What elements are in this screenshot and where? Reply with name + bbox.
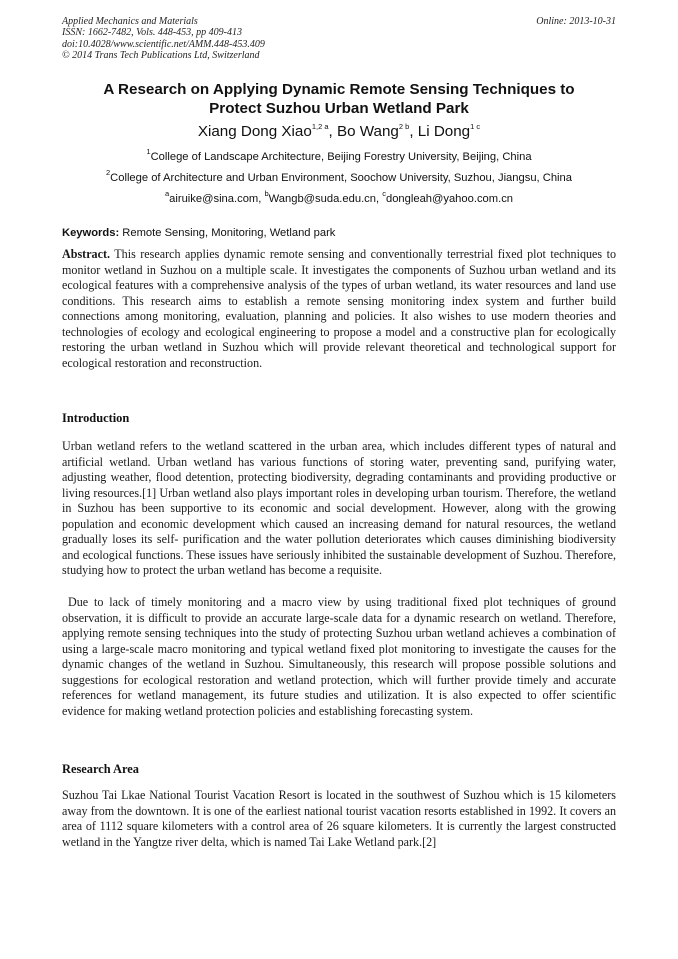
affiliation-text: College of Landscape Architecture, Beijing Forestry University, Beijing, China [150, 151, 532, 163]
affiliation-mark: 2 [105, 168, 111, 178]
keywords [62, 226, 616, 240]
email-link[interactable]: dongleah@yahoo.com.cn [385, 193, 514, 205]
journal-name: Applied Mechanics and Materials [62, 16, 198, 27]
email-link[interactable]: airuike@sina.com [169, 193, 259, 205]
title-line-2: Protect Suzhou Urban Wetland Park [209, 99, 469, 117]
online-date: Online: 2013-10-31 [536, 16, 616, 27]
author-separator: , [328, 123, 337, 140]
affiliation-mark: 1 [146, 147, 151, 157]
email-separator: , [376, 193, 383, 205]
email-separator: , [258, 193, 265, 205]
section-heading-research-area: Research Area [62, 762, 139, 776]
research-area-paragraph-1: Suzhou Tai Lkae National Tourist Vacation Resort is located in the southwest of Suzhou which is 15 kilometers away from the downtown. It is one of the earliest national tourist vacation resorts established in 1992. It covers an area of 1112 square kilometers with a control area of 26 square kilometers. It is currently the largest constructed wetland in the Yangtze river delta, which is named Tai Lake Wetland park.[2] [62, 788, 616, 849]
author-list [62, 123, 616, 141]
title-line-1: A Research on Applying Dynamic Remote Sensing Techniques to [103, 81, 575, 98]
author-affiliation-mark: 1,2 a [311, 121, 329, 131]
introduction-paragraph-2: Due to lack of timely monitoring and a macro view by using traditional fixed plot techniques of ground observation, it is difficult to provide an accurate large-scale data for a dynamic research on wetland. Therefore, applying remote sensing techniques into the study of protecting Suzhou urban wetland achieves a combination of using a large-scale macro monitoring and typical wetland fixed plot monitoring to investigate the causes for the dynamic changes of the wetland in Suzhou. Simultaneously, this research will propose possible solutions and suggestions for ecological restoration and wetland protection, which will further provide timely and accurate references for wetland management, its future studies and utilization. It is also expected to offer scientific evidence for making wetland protection policies and establishing forecasting system. [62, 595, 616, 718]
abstract [62, 247, 616, 371]
author-name: Xiang Dong Xiao [197, 123, 312, 140]
affiliation-1 [62, 147, 616, 164]
abstract-text: This research applies dynamic remote sensing and conventionally terrestrial fixed plot techniques to monitor wetland in Suzhou on a multiple scale. It investigates the components of Suzhou urban wetland and its ecological features with a comprehensive analysis of the types of urban wetland, its water resources and land use conditions. This research aims to establish a remote sensing monitoring index system and further build connections among monitoring, evaluation, planning and policies. It also wishes to use modern theories and technologies of ecology and ecological engineering to propose a model and a constructive plan for ecologically restoring the urban wetland in Suzhou which will provide relevant theoretical and technological support for ecological restoration and reconstruction. [62, 247, 616, 370]
author-separator: , [409, 123, 418, 140]
affiliation-2 [62, 168, 616, 185]
email-mark: c [382, 189, 386, 199]
issn-line: ISSN: 1662-7482, Vols. 448-453, pp 409-413 [62, 27, 242, 39]
author-name: Li Dong [417, 123, 471, 140]
abstract-label: Abstract. [62, 247, 111, 261]
author-emails [62, 189, 616, 206]
keywords-text: Remote Sensing, Monitoring, Wetland park [119, 227, 336, 239]
email-mark: b [264, 189, 269, 199]
paper-title [62, 81, 616, 118]
author-affiliation-mark: 1 c [470, 121, 481, 131]
affiliation-text: College of Architecture and Urban Environment, Soochow University, Suzhou, Jiangsu, China [110, 172, 572, 184]
doi-line: doi:10.4028/www.scientific.net/AMM.448-453.409 [62, 38, 265, 50]
introduction-paragraph-1: Urban wetland refers to the wetland scattered in the urban area, which includes different types of natural and artificial wetland. Urban wetland has various functions of storing water, preventing sand, purifying water, adjusting weather, flood detention, protecting biodiversity, degrading contaminants and providing productive or living resources.[1] Urban wetland also plays important roles in developing urban tourism. Therefore, the wetland in Suzhou has been supportive to its economic and social development. However, along with the growing population and economic development which caused an increasing demand for natural resources, the wetland gradually loses its self- purification and the water pollution deteriorates which causes diminishing biodiversity and ecological functions. These issues have seriously inhibited the sustainable development of Suzhou. Therefore, studying how to protect the urban wetland has become a requisite. [62, 439, 616, 578]
author-affiliation-mark: 2 b [398, 121, 410, 131]
journal-header [62, 16, 616, 62]
section-heading-introduction: Introduction [62, 411, 130, 425]
email-link[interactable]: Wangb@suda.edu.cn [268, 193, 376, 205]
copyright-line: © 2014 Trans Tech Publications Ltd, Switzerland [62, 50, 260, 62]
author-name: Bo Wang [336, 123, 399, 140]
keywords-label: Keywords: [62, 227, 120, 239]
email-mark: a [164, 189, 170, 199]
